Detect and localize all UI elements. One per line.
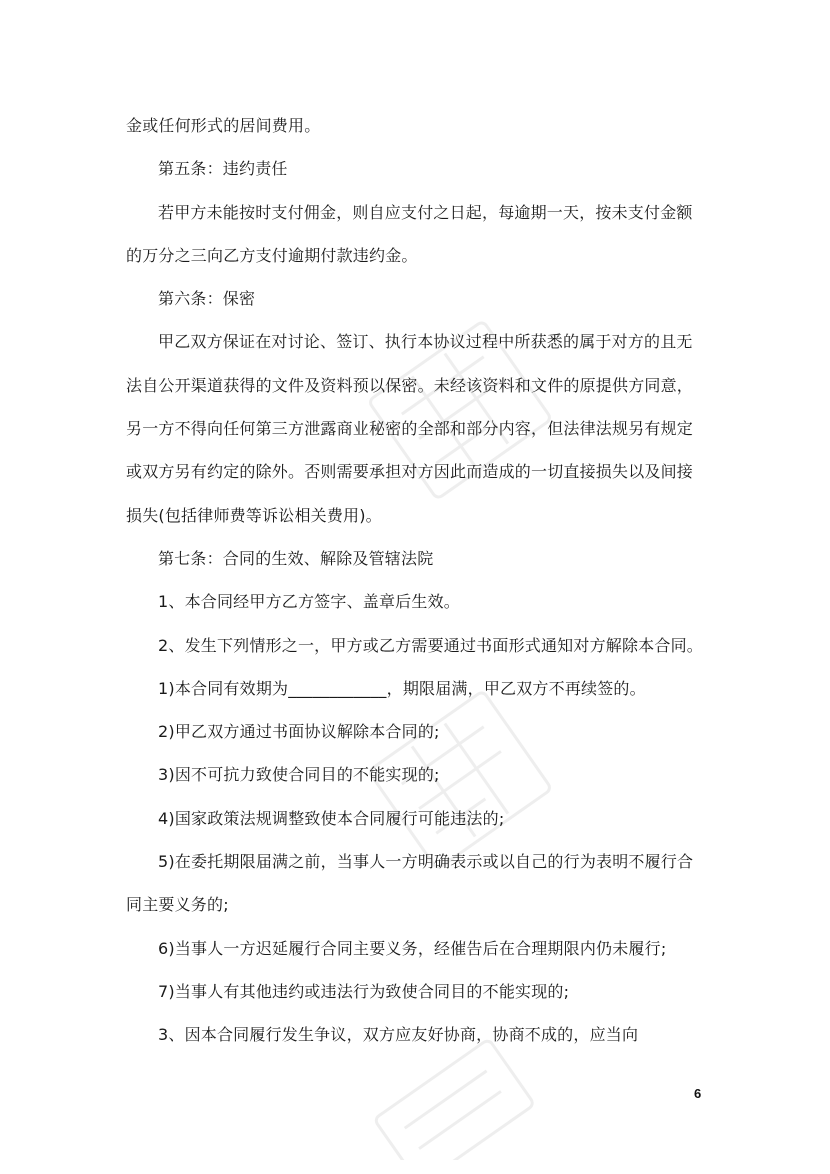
text-line: 金或任何形式的居间费用。	[126, 116, 321, 135]
text-line: 的万分之三向乙方支付逾期付款违约金。	[126, 245, 418, 265]
text-line: 2)甲乙双方通过书面协议解除本合同的;	[158, 722, 440, 742]
text-line: 损失(包括律师费等诉讼相关费用)。	[126, 505, 382, 525]
text-line: 6)当事人一方迟延履行合同主要义务，经催告后在合理期限内仍未履行;	[158, 938, 667, 958]
text-line: 第七条：合同的生效、解除及管辖法院	[158, 548, 434, 568]
page-number: 6	[694, 1086, 702, 1101]
text-line: 5)在委托期限届满之前，当事人一方明确表示或以自己的行为表明不履行合	[158, 852, 694, 872]
text-line: 第五条：违约责任	[158, 159, 288, 179]
text-line: 3)因不可抗力致使合同目的不能实现的;	[158, 765, 440, 785]
text-line: 或双方另有约定的除外。否则需要承担对方因此而造成的一切直接损失以及间接	[126, 462, 694, 482]
text-line: 4)国家政策法规调整致使本合同履行可能违法的;	[158, 808, 505, 828]
text-line: 同主要义务的;	[126, 895, 229, 915]
text-line: 第六条：保密	[158, 289, 256, 309]
text-line: 若甲方未能按时支付佣金，则自应支付之日起，每逾期一天，按未支付金额	[158, 202, 693, 222]
text-line: 另一方不得向任何第三方泄露商业秘密的全部和部分内容，但法律法规另有规定	[126, 419, 694, 439]
text-line: 7)当事人有其他违约或违法行为致使合同目的不能实现的;	[158, 981, 570, 1001]
document-body	[126, 104, 706, 1057]
text-line: 1)本合同有效期为____________，期限届满，甲乙双方不再续签的。	[158, 678, 646, 698]
text-line: 1、本合同经甲方乙方签字、盖章后生效。	[158, 592, 460, 612]
text-line: 2、发生下列情形之一，甲方或乙方需要通过书面形式通知对方解除本合同。	[158, 635, 703, 655]
text-line: 3、因本合同履行发生争议，双方应友好协商，协商不成的，应当向	[158, 1025, 639, 1045]
text-line: 法自公开渠道获得的文件及资料预以保密。未经该资料和文件的原提供方同意，	[126, 375, 694, 395]
text-line: 甲乙双方保证在对讨论、签订、执行本协议过程中所获悉的属于对方的且无	[158, 332, 693, 352]
